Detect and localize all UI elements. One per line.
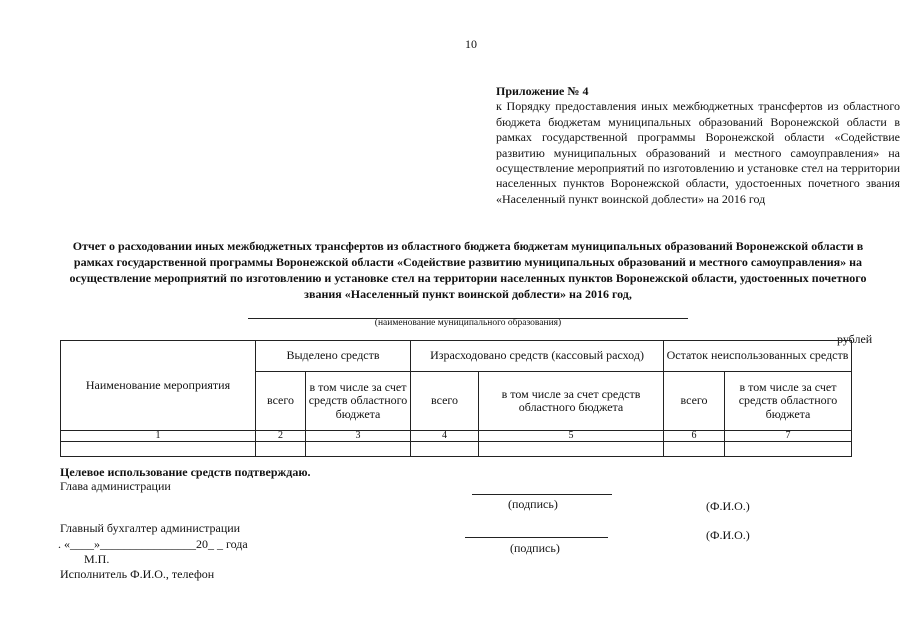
column-number: 3 bbox=[306, 431, 411, 442]
head-of-administration-label: Глава администрации bbox=[60, 479, 171, 493]
signature-caption: (подпись) bbox=[508, 497, 558, 511]
header-event: Наименование мероприятия bbox=[61, 341, 256, 431]
report-table bbox=[60, 340, 852, 457]
stamp-label: М.П. bbox=[84, 552, 110, 566]
appendix-text: к Порядку предоставления иных межбюджетных трансфертов из областного бюджета бюджетам муниципальных образований Воронежской области в рамках государственной программы Воронежской области «Содействие развитию муниципальных образований и местного самоуправления» на осуществление мероприятий по изготовлению и установке стел на территории населенных пунктов Воронежской области, удостоенных почетного звания «Населенный пункт воинской доблести» на 2016 год bbox=[496, 99, 900, 206]
column-number: 6 bbox=[664, 431, 725, 442]
header-allocated-regional: в том числе за счет средств областного бюджета bbox=[306, 372, 411, 431]
header-remaining-total: всего bbox=[664, 372, 725, 431]
signature-caption: (подпись) bbox=[510, 541, 560, 555]
table-header-row bbox=[61, 341, 852, 372]
fio-caption: (Ф.И.О.) bbox=[706, 528, 750, 542]
column-number: 7 bbox=[725, 431, 852, 442]
empty-cell bbox=[479, 442, 664, 457]
header-spent-total: всего bbox=[411, 372, 479, 431]
fio-caption: (Ф.И.О.) bbox=[706, 499, 750, 513]
municipality-caption: (наименование муниципального образования) bbox=[374, 318, 562, 328]
empty-cell bbox=[256, 442, 306, 457]
header-remaining-regional: в том числе за счет средств областного бюджета bbox=[725, 372, 852, 431]
table-row bbox=[61, 442, 852, 457]
appendix-title: Приложение № 4 bbox=[496, 84, 589, 98]
column-number: 2 bbox=[256, 431, 306, 442]
empty-cell bbox=[725, 442, 852, 457]
appendix-block bbox=[496, 84, 900, 207]
column-number: 5 bbox=[479, 431, 664, 442]
date-line: . «____»________________20_ _ года bbox=[58, 537, 248, 551]
header-remaining: Остаток неиспользованных средств bbox=[664, 341, 852, 372]
report-title: Отчет о расходовании иных межбюджетных трансфертов из областного бюджета бюджетам муниципальных образований Воронежской области в рамках государственной программы Воронежской области «Содействие развитию муниципальных образований и местного самоуправления» на осуществление мероприятий по изготовлению и установке стел на территории населенных пунктов Воронежской области, удостоенных почетного звания «Населенный пункт воинской доблести» на 2016 год, bbox=[69, 239, 867, 301]
empty-cell bbox=[61, 442, 256, 457]
page-number: 10 bbox=[465, 37, 477, 51]
empty-cell bbox=[411, 442, 479, 457]
signature-line bbox=[465, 537, 608, 538]
units-label: рублей bbox=[837, 332, 873, 346]
empty-cell bbox=[306, 442, 411, 457]
header-spent: Израсходовано средств (кассовый расход) bbox=[411, 341, 664, 372]
column-number: 1 bbox=[61, 431, 256, 442]
executor-label: Исполнитель Ф.И.О., телефон bbox=[60, 567, 215, 581]
column-number: 4 bbox=[411, 431, 479, 442]
confirmation-text: Целевое использование средств подтверждаю. bbox=[60, 465, 311, 479]
header-allocated-total: всего bbox=[256, 372, 306, 431]
column-number-row bbox=[61, 431, 852, 442]
signature-line bbox=[472, 494, 612, 495]
header-allocated: Выделено средств bbox=[256, 341, 411, 372]
chief-accountant-label: Главный бухгалтер администрации bbox=[60, 521, 241, 535]
header-spent-regional: в том числе за счет средств областного бюджета bbox=[479, 372, 664, 431]
empty-cell bbox=[664, 442, 725, 457]
